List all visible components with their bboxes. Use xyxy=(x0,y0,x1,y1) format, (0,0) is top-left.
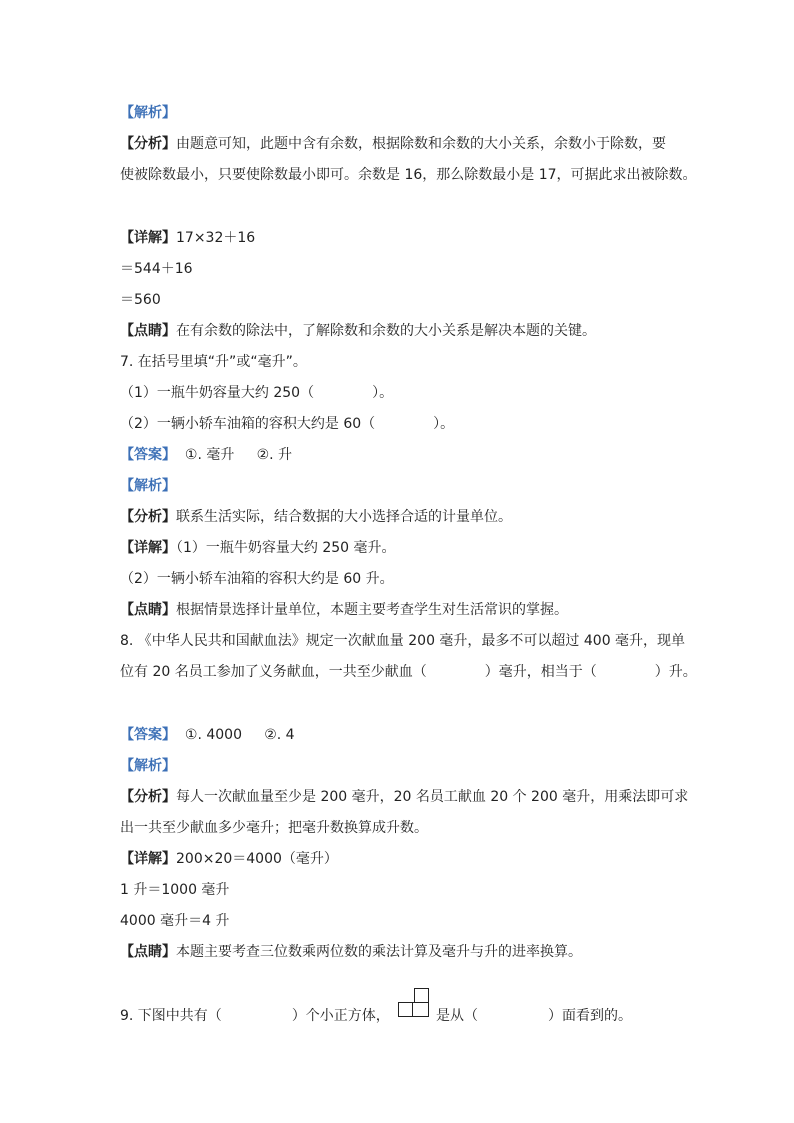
q7-fenxi-tag: 【分析】 xyxy=(120,509,176,525)
q7-answer-tag: 【答案】 xyxy=(120,447,176,463)
q6-xiangjie-text1: 17×32＋16 xyxy=(176,230,256,246)
q6-fenxi-text1: 由题意可知，此题中含有余数，根据除数和余数的大小关系，余数小于除数，要 xyxy=(176,136,666,152)
q6-xiangjie-text2: ＝544＋16 xyxy=(120,261,193,277)
q7-fenxi-text: 联系生活实际，结合数据的大小选择合适的计量单位。 xyxy=(176,509,512,525)
q8-stem-line2 xyxy=(120,662,697,682)
q7-dianjing-text: 根据情景选择计量单位，本题主要考查学生对生活常识的掌握。 xyxy=(176,602,568,618)
q9-stem-part2: ）个小正方体， xyxy=(291,1008,390,1024)
q8-fenxi-tag: 【分析】 xyxy=(120,789,176,805)
q8-stem-part1: 位有 20 名员工参加了义务献血，一共至少献血（ xyxy=(120,664,427,680)
q6-xiangjie-text3: ＝560 xyxy=(120,292,161,308)
q7-stem: 7. 在括号里填“升”或“毫升”。 xyxy=(120,354,307,370)
q6-xiangjie-line1 xyxy=(120,228,255,248)
q8-fenxi-text1: 每人一次献血量至少是 200 毫升，20 名员工献血 20 个 200 毫升，用乘法即可求 xyxy=(176,789,689,805)
q8-answer-line xyxy=(120,725,295,745)
q8-fenxi-line1 xyxy=(120,787,688,807)
q9-stem-part1: 9. 下图中共有（ xyxy=(120,1008,222,1024)
q7-item2-suffix: ）。 xyxy=(433,416,455,432)
q6-dianjing-line xyxy=(120,321,596,341)
q7-item2 xyxy=(120,414,454,434)
q7-item1-prefix: （1）一瓶牛奶容量大约 250（ xyxy=(120,385,315,401)
q6-jiexi-tag: 【解析】 xyxy=(120,105,176,121)
q9-stem-part1-line xyxy=(120,1006,390,1026)
q8-xiangjie-text3: 4000 毫升＝4 升 xyxy=(120,913,230,929)
q6-dianjing-tag: 【点睛】 xyxy=(120,323,176,339)
q8-answer-tag: 【答案】 xyxy=(120,727,176,743)
q8-xiangjie-text2: 1 升＝1000 毫升 xyxy=(120,882,230,898)
q6-fenxi-line1 xyxy=(120,134,666,154)
q8-stem-part3: ）升。 xyxy=(654,664,697,680)
q8-stem-part2: ）毫升，相当于（ xyxy=(484,664,597,680)
q7-xiangjie-line1 xyxy=(120,538,396,558)
q8-dianjing-tag: 【点睛】 xyxy=(120,944,176,960)
q8-xiangjie-text1: 200×20＝4000（毫升） xyxy=(176,851,338,867)
q7-xiangjie-text2: （2）一辆小轿车油箱的容积大约是 60 升。 xyxy=(120,571,394,587)
q7-xiangjie-tag: 【详解】 xyxy=(120,540,176,556)
q7-dianjing-tag: 【点睛】 xyxy=(120,602,176,618)
q8-stem-line1: 8. 《中华人民共和国献血法》规定一次献血量 200 毫升，最多不可以超过 400 毫升，现单 xyxy=(120,633,686,649)
q7-xiangjie-text1: （1）一瓶牛奶容量大约 250 毫升。 xyxy=(176,540,396,556)
q6-fenxi-text2: 使被除数最小，只要使除数最小即可。余数是 16，那么除数最小是 17，可据此求出被除数。 xyxy=(120,167,697,183)
q7-item2-prefix: （2）一辆小轿车油箱的容积大约是 60（ xyxy=(120,416,376,432)
q7-answer-line xyxy=(120,445,292,465)
q9-stem-part4: ）面看到的。 xyxy=(548,1008,632,1024)
q9-stem-part3: 是从（ xyxy=(436,1008,478,1024)
q6-dianjing-text: 在有余数的除法中，了解除数和余数的大小关系是解决本题的关键。 xyxy=(176,323,596,339)
q8-xiangjie-tag: 【详解】 xyxy=(120,851,176,867)
q7-fenxi-line xyxy=(120,507,512,527)
q8-xiangjie-line1 xyxy=(120,849,338,869)
q8-fenxi-text2: 出一共至少献血多少毫升；把毫升数换算成升数。 xyxy=(120,820,428,836)
q9-stem-part3-line xyxy=(436,1006,632,1026)
q8-jiexi-tag: 【解析】 xyxy=(120,758,176,774)
q8-dianjing-line xyxy=(120,942,582,962)
q7-dianjing-line xyxy=(120,600,568,620)
q7-jiexi-tag: 【解析】 xyxy=(120,478,176,494)
q7-item1-suffix: ）。 xyxy=(372,385,394,401)
q8-dianjing-text: 本题主要考查三位数乘两位数的乘法计算及毫升与升的进率换算。 xyxy=(176,944,582,960)
cube-view-figure xyxy=(397,988,431,1018)
q6-fenxi-tag: 【分析】 xyxy=(120,136,176,152)
q7-answer-text: ①. 毫升 ②. 升 xyxy=(176,447,293,463)
q6-xiangjie-tag: 【详解】 xyxy=(120,230,176,246)
q8-answer-text: ①. 4000 ②. 4 xyxy=(176,727,295,743)
q7-item1 xyxy=(120,383,393,403)
